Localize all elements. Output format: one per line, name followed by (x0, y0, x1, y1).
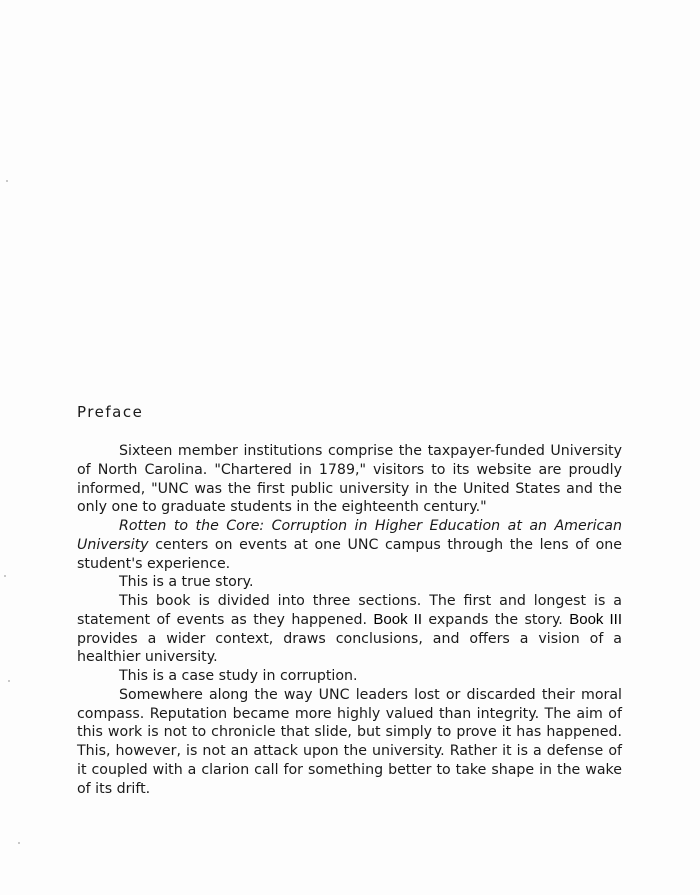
paragraph-4-part-c: provides a wider context, draws conclusions, and offers a vision of a healthier university. (77, 630, 622, 666)
paragraph-6: Somewhere along the way UNC leaders lost or discarded their moral compass. Reputation became more highly valued than integrity. The aim of this work is not to chronicle that slide, but simply to prove it has happened. This, however, is not an attack upon the university. Rather it is a defense of it coupled with a clarion call for something better to take shape in the wake of its drift. (77, 686, 622, 797)
paragraph-2 (77, 517, 622, 573)
book-ii-reference: Book II (373, 610, 422, 628)
paragraph-3: This is a true story. (119, 574, 254, 591)
scan-speck (8, 680, 10, 682)
paragraph-4-part-a: This book is divided into three sections. The first and longest is a statement of events as they happened. (77, 593, 622, 628)
scan-speck (4, 575, 6, 577)
paragraph-4-part-b: expands the story. (422, 611, 570, 628)
paragraph-4 (77, 592, 622, 667)
paragraph-1: Sixteen member institutions comprise the taxpayer-funded University of North Carolina. "Chartered in 1789," visitors to its website are proudly informed, "UNC was the first public university in the United States and the only one to graduate students in the eighteenth century." (77, 443, 622, 516)
scan-speck (18, 842, 20, 844)
book-iii-reference: Book III (569, 610, 622, 628)
preface-heading: Preface (77, 403, 144, 421)
paragraph-5: This is a case study in corruption. (119, 668, 358, 684)
paragraph-2-rest: centers on events at one UNC campus through the lens of one student's experience. (77, 536, 622, 572)
scan-speck (6, 180, 8, 182)
preface-body (77, 442, 622, 798)
book-title: Rotten to the Core: Corruption in Higher Education at an American University (77, 518, 622, 553)
